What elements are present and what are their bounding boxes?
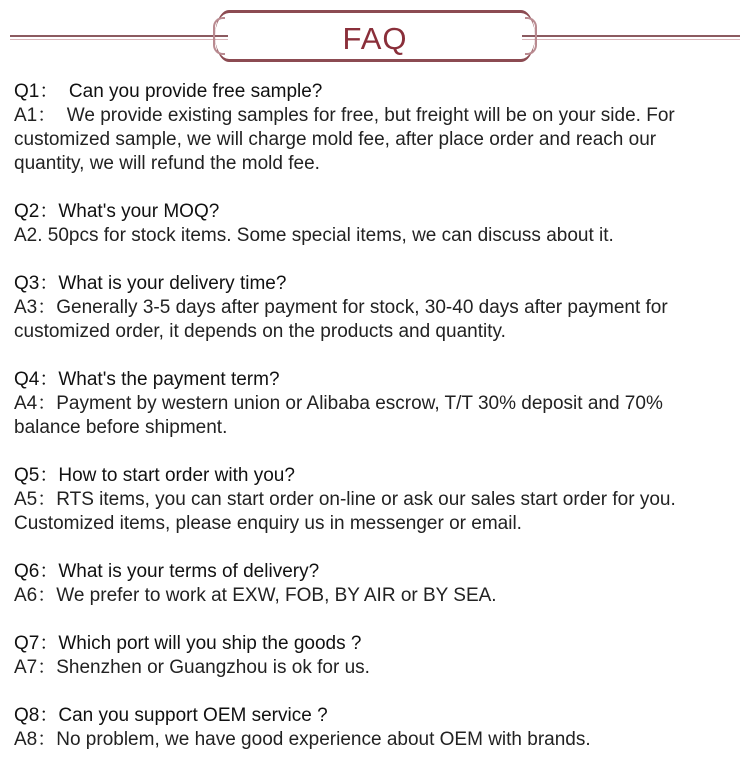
faq-question: Q6：What is your terms of delivery? (14, 561, 320, 582)
faq-item-7 (14, 632, 738, 680)
faq-answer-line: A4：Payment by western union or Alibaba escrow, T/T 30% deposit and 70% (14, 393, 663, 414)
header-rule-right (522, 35, 740, 37)
faq-item-2 (14, 200, 738, 248)
faq-question: Q1： Can you provide free sample? (14, 81, 323, 102)
faq-answer-line: Customized items, please enquiry us in messenger or email. (14, 513, 522, 534)
faq-answer-line: A7：Shenzhen or Guangzhou is ok for us. (14, 657, 370, 678)
faq-answer-line: customized sample, we will charge mold fee, after place order and reach our (14, 129, 657, 150)
faq-item-6 (14, 560, 738, 608)
faq-item-1 (14, 80, 738, 176)
header-rule-left (10, 35, 228, 37)
faq-question: Q4：What's the payment term? (14, 369, 280, 390)
faq-item-4 (14, 368, 738, 440)
title-banner (215, 10, 535, 62)
faq-item-8 (14, 704, 738, 752)
page-title: FAQ (342, 21, 408, 56)
faq-answer-line: A5：RTS items, you can start order on-line or ask our sales start order for you. (14, 489, 676, 510)
faq-list (14, 80, 738, 752)
faq-answer-line: quantity, we will refund the mold fee. (14, 153, 320, 174)
faq-item-5 (14, 464, 738, 536)
faq-answer-line: A1： We provide existing samples for free, but freight will be on your side. For (14, 105, 675, 126)
faq-question: Q2：What's your MOQ? (14, 201, 220, 222)
faq-question: Q7：Which port will you ship the goods ? (14, 633, 362, 654)
faq-answer-line: A6：We prefer to work at EXW, FOB, BY AIR or BY SEA. (14, 585, 497, 606)
faq-answer-line: customized order, it depends on the products and quantity. (14, 321, 506, 342)
faq-question: Q3：What is your delivery time? (14, 273, 287, 294)
faq-header (0, 0, 750, 68)
faq-answer-line: A3：Generally 3-5 days after payment for stock, 30-40 days after payment for (14, 297, 668, 318)
faq-answer-line: A8：No problem, we have good experience about OEM with brands. (14, 729, 591, 750)
faq-answer-line: A2. 50pcs for stock items. Some special items, we can discuss about it. (14, 225, 614, 246)
faq-answer-line: balance before shipment. (14, 417, 228, 438)
faq-item-3 (14, 272, 738, 344)
faq-question: Q5：How to start order with you? (14, 465, 295, 486)
faq-question: Q8：Can you support OEM service ? (14, 705, 328, 726)
